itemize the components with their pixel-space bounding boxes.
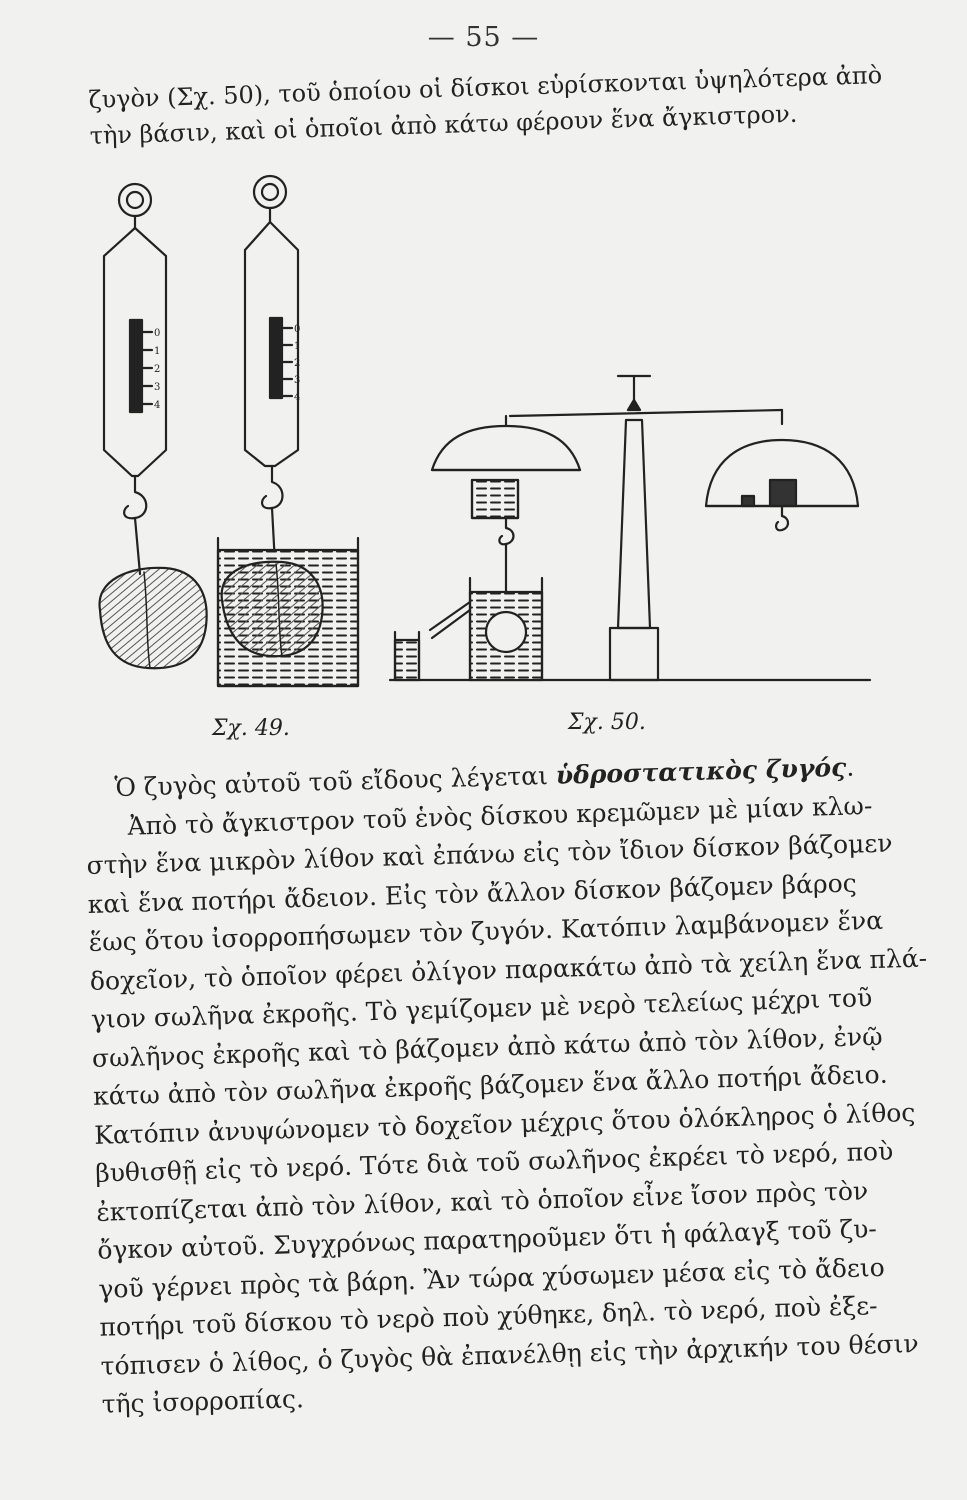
body-line: γοῦ γέρνει πρὸς τὰ βάρη. Ἂν τώρα χύσωμεν μέσα εἰς τὸ ἄδειο — [98, 1252, 886, 1304]
spring-balance-air — [100, 184, 207, 668]
body-line: ὄγκον αὐτοῦ. Συγχρόνως παρατηροῦμεν ὅτι ἡ φάλαγξ τοῦ ζυ- — [97, 1214, 878, 1265]
definition-period: . — [845, 752, 855, 782]
body-line: ἐκτοπίζεται ἀπὸ τὸν λίθον, καὶ τὸ ὁποῖον εἶνε ἴσον πρὸς τὸν — [95, 1175, 869, 1227]
body-line: ποτήρι τοῦ δίσκου τὸ νερὸ ποὺ χύθηκε, δηλ. τὸ νερό, ποὺ ἐξε- — [99, 1291, 878, 1342]
body-line: κάτω ἀπὸ τὸν σωλῆνα ἐκροῆς βάζομεν ἕνα ἄλλο ποτήρι ἄδειο. — [92, 1059, 888, 1111]
figure-49-caption: Σχ. 49. — [212, 716, 290, 741]
scale-tick-label: 4 — [294, 392, 301, 403]
illustration — [70, 170, 890, 750]
scale-tick-label: 0 — [294, 324, 301, 335]
body-line: δοχεῖον, τὸ ὁποῖον φέρει ὀλίγον παρακάτω ἀπὸ τὰ χείλη ἕνα πλά- — [89, 943, 928, 996]
definition-text: Ὁ ζυγὸς αὐτοῦ τοῦ εἴδους λέγεται — [114, 760, 557, 803]
body-line: σωλῆνος ἐκροῆς καὶ τὸ βάζομεν ἀπὸ κάτω ἀπὸ τὸν λίθον, ἐνῷ — [91, 1021, 883, 1073]
body-line: καὶ ἕνα ποτήρι ἄδειον. Εἰς τὸν ἄλλον δίσκον βάζομεν βάρος — [87, 867, 858, 919]
scale-tick-label: 2 — [154, 364, 161, 375]
intro-line: ζυγὸν (Σχ. 50), τοῦ ὁποίου οἱ δίσκοι εὑρίσκονται ὑψηλότερα ἀπὸ — [88, 61, 883, 114]
body-paragraph — [84, 748, 928, 1424]
body-line: ἕως ὅτου ἰσορροπήσωμεν τὸν ζυγόν. Κατόπιν λαμβάνομεν ἕνα — [88, 905, 884, 957]
figure-50-caption: Σχ. 50. — [568, 710, 646, 735]
body-line: τῆς ἰσορροπίας. — [101, 1384, 305, 1419]
scale-tick-label: 1 — [154, 346, 161, 357]
body-line: γιον σωλῆνα ἐκροῆς. Τὸ γεμίζομεν μὲ νερὸ τελείως μέχρι τοῦ — [90, 983, 873, 1034]
body-line: Ἀπὸ τὸ ἄγκιστρον τοῦ ἑνὸς δίσκου κρεμῶμεν μὲ μίαν κλω- — [127, 790, 873, 841]
scale-tick-label: 3 — [154, 382, 161, 393]
intro-line: τὴν βάσιν, καὶ οἱ ὁποῖοι ἀπὸ κάτω φέρουν ἕνα ἄγκιστρον. — [89, 99, 798, 150]
scale-tick-label: 2 — [294, 358, 301, 369]
scale-tick-label: 3 — [294, 375, 301, 386]
scale-tick-label: 1 — [294, 341, 301, 352]
scale-tick-label: 4 — [154, 400, 161, 411]
intro-paragraph — [88, 57, 883, 153]
body-line: Κατόπιν ἀνυψώνομεν τὸ δοχεῖον μέχρις ὅτου ὁλόκληρος ὁ λίθος — [93, 1097, 916, 1150]
body-line: βυθισθῇ εἰς τὸ νερό. Τότε διὰ τοῦ σωλῆνος ἐκρέει τὸ νερό, ποὺ — [94, 1136, 894, 1188]
scale-tick-label: 0 — [154, 328, 161, 339]
figures-area — [70, 170, 890, 750]
body-line: στὴν ἕνα μικρὸν λίθον καὶ ἐπάνω εἰς τὸν ἴδιον δίσκον βάζομεν — [86, 828, 893, 880]
term-hydrostatic-balance: ὑδροστατικὸς ζυγός — [555, 752, 847, 790]
spring-balance-water — [218, 176, 358, 686]
hydrostatic-balance — [390, 376, 870, 680]
body-line: τόπισεν ὁ λίθος, ὁ ζυγὸς θὰ ἐπανέλθῃ εἰς τὴν ἀρχικήν του θέσιν — [100, 1328, 919, 1381]
page-number: — 55 — — [427, 22, 540, 53]
